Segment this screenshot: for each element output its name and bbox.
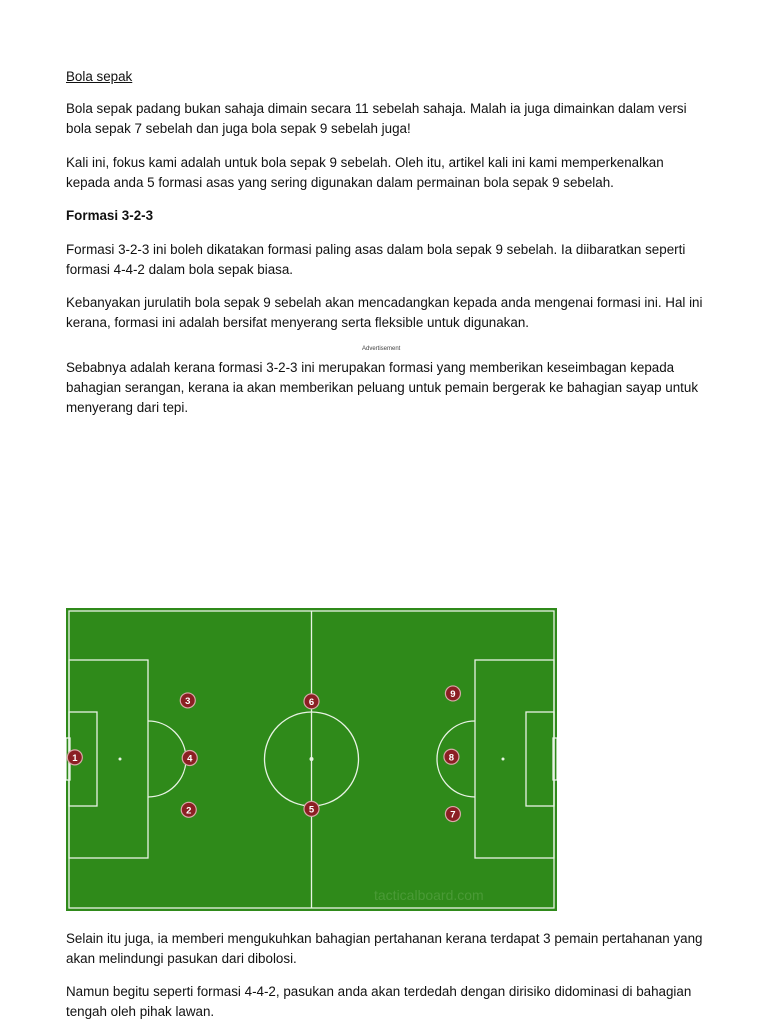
player-marker-2 — [181, 802, 196, 817]
player-marker-4 — [182, 750, 197, 765]
player-marker-9 — [445, 686, 460, 701]
formation-diagram — [66, 608, 557, 911]
player-marker-3 — [180, 693, 195, 708]
player-marker-8 — [444, 749, 459, 764]
paragraph-intro: Bola sepak padang bukan sahaja dimain secara 11 sebelah sahaja. Malah ia juga dimainkan dalam versi bola sepak 7 sebelah dan juga bola sepak 9 sebelah juga! — [66, 101, 687, 136]
player-marker-5 — [304, 801, 319, 816]
paragraph-coaches: Kebanyakan jurulatih bola sepak 9 sebelah akan mencadangkan kepada anda mengenai formasi ini. Hal ini kerana, formasi ini adalah bersifat menyerang serta fleksible untuk digunakan. — [66, 295, 703, 330]
player-number: 7 — [450, 809, 456, 821]
paragraph-focus: Kali ini, fokus kami adalah untuk bola sepak 9 sebelah. Oleh itu, artikel kali ini kami memperkenalkan kepada anda 5 formasi asas yang sering digunakan dalam permainan bola sepak 9 sebelah. — [66, 155, 664, 190]
player-number: 5 — [308, 804, 315, 816]
player-number: 1 — [72, 752, 78, 764]
section-heading: Formasi 3-2-3 — [66, 208, 154, 223]
left-penalty-spot — [119, 758, 122, 761]
player-number: 3 — [185, 695, 191, 707]
football-pitch — [66, 608, 557, 911]
paragraph-weakness: Namun begitu seperti formasi 4-4-2, pasukan anda akan terdedah dengan dirisiko didominasi di bahagian tengah oleh pihak lawan. — [66, 984, 692, 1019]
paragraph-formation-desc: Formasi 3-2-3 ini boleh dikatakan formasi paling asas dalam bola sepak 9 sebelah. Ia diibaratkan seperti formasi 4-4-2 dalam bola sepak biasa. — [66, 242, 686, 277]
player-number: 6 — [308, 696, 315, 708]
paragraph-defense: Selain itu juga, ia memberi mengukuhkan bahagian pertahanan kerana terdapat 3 pemain pertahanan yang akan melindungi pasukan dari dibolosi. — [66, 931, 703, 966]
player-marker-6 — [304, 694, 319, 709]
right-penalty-spot — [502, 758, 505, 761]
watermark: tacticalboard.com — [374, 887, 484, 903]
player-number: 8 — [448, 752, 455, 764]
advertisement-label: Advertisement — [362, 346, 401, 352]
paragraph-reason: Sebabnya adalah kerana formasi 3-2-3 ini merupakan formasi yang memberikan keseimbagan kepada bahagian serangan, kerana ia akan memberikan peluang untuk pemain bergerak ke bahagian sayap untuk menyerang dari tepi. — [66, 360, 699, 415]
center-spot — [310, 757, 314, 761]
player-marker-1 — [67, 750, 82, 765]
player-number: 4 — [187, 753, 193, 765]
player-number: 9 — [450, 688, 456, 700]
player-marker-7 — [445, 807, 460, 822]
player-number: 2 — [186, 805, 192, 817]
document-title: Bola sepak — [66, 69, 133, 84]
